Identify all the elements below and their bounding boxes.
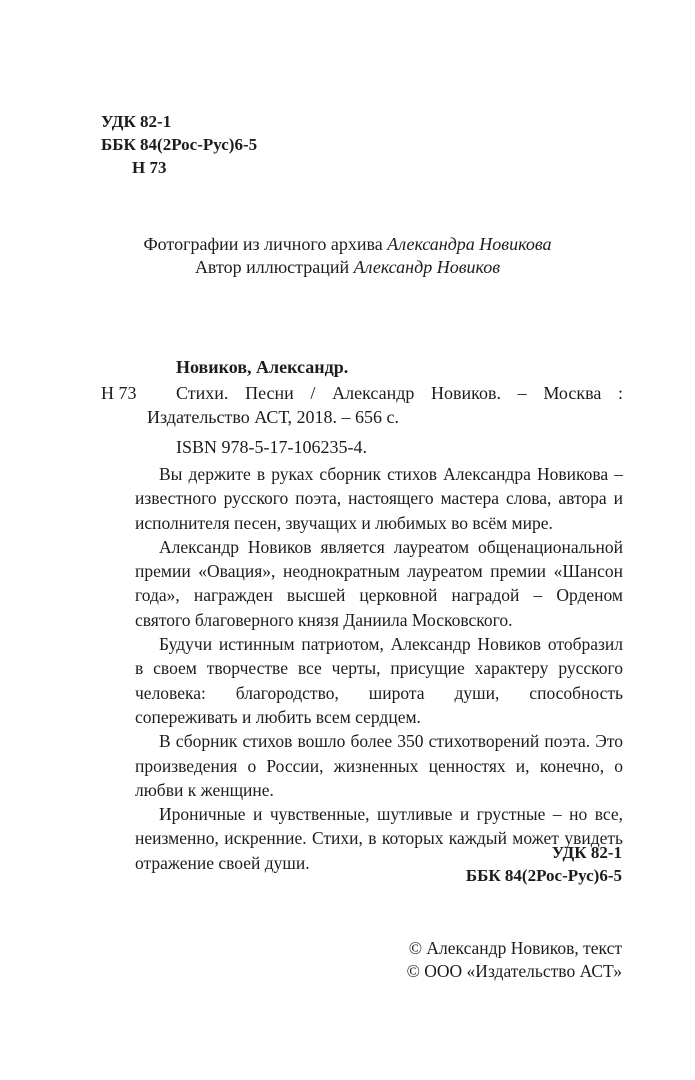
record-title-line-2: Издательство АСТ, 2018. – 656 с. bbox=[147, 407, 400, 427]
record-title-line-1: Стихи. Песни / Александр Новиков. – Москва : bbox=[176, 383, 623, 403]
record-isbn: ISBN 978-5-17-106235-4. bbox=[176, 437, 367, 457]
annotation-paragraph: Ироничные и чувственные, шутливые и грустные – но все, неизменно, искренние. Стихи, в которых каждый может увидеть отражение своей души. bbox=[135, 804, 623, 873]
annotation-paragraph: В сборник стихов вошло более 350 стихотворений поэта. Это произведения о России, жизненных ценностях и, конечно, о любви к женщине. bbox=[135, 731, 623, 800]
record-author-mark: Н 73 bbox=[101, 383, 137, 403]
annotation-paragraph: Александр Новиков является лауреатом общенациональной премии «Овация», неоднократным лауреатом премии «Шансон года», награжден высшей церковной наградой – Орденом святого благоверного князя Даниила Московского. bbox=[135, 536, 623, 630]
photo-credit-prefix: Фотографии из личного архива bbox=[143, 234, 388, 254]
copyright-publisher: © ООО «Издательство АСТ» bbox=[406, 961, 622, 981]
record-author-heading: Новиков, Александр. bbox=[176, 357, 349, 377]
bbk-code-top: ББК 84(2Рос-Рус)6-5 bbox=[101, 135, 258, 154]
illustration-credit-name: Александр Новиков bbox=[353, 257, 501, 277]
photo-credit-line bbox=[0, 233, 695, 256]
author-mark-top: Н 73 bbox=[132, 158, 167, 177]
annotation bbox=[135, 462, 623, 875]
copyright-author: © Александр Новиков, текст bbox=[408, 938, 622, 958]
udk-code-bottom: УДК 82-1 bbox=[551, 843, 622, 862]
annotation-paragraph: Вы держите в руках сборник стихов Александра Новикова – известного русского поэта, настоящего мастера слова, автора и исполнителя песен, звучащих и любимых во всём мире. bbox=[135, 464, 623, 533]
photo-credit-name: Александра Новикова bbox=[387, 234, 552, 254]
udk-code-top: УДК 82-1 bbox=[101, 112, 172, 131]
illustration-credit-prefix: Автор иллюстраций bbox=[194, 257, 354, 277]
annotation-paragraph: Будучи истинным патриотом, Александр Новиков отобразил в своем творчестве все черты, присущие характеру русского человека: благородство, широта души, способность сопереживать и любить всем сердцем. bbox=[135, 634, 623, 727]
illustration-credit-line bbox=[0, 256, 695, 279]
bbk-code-bottom: ББК 84(2Рос-Рус)6-5 bbox=[465, 866, 622, 885]
